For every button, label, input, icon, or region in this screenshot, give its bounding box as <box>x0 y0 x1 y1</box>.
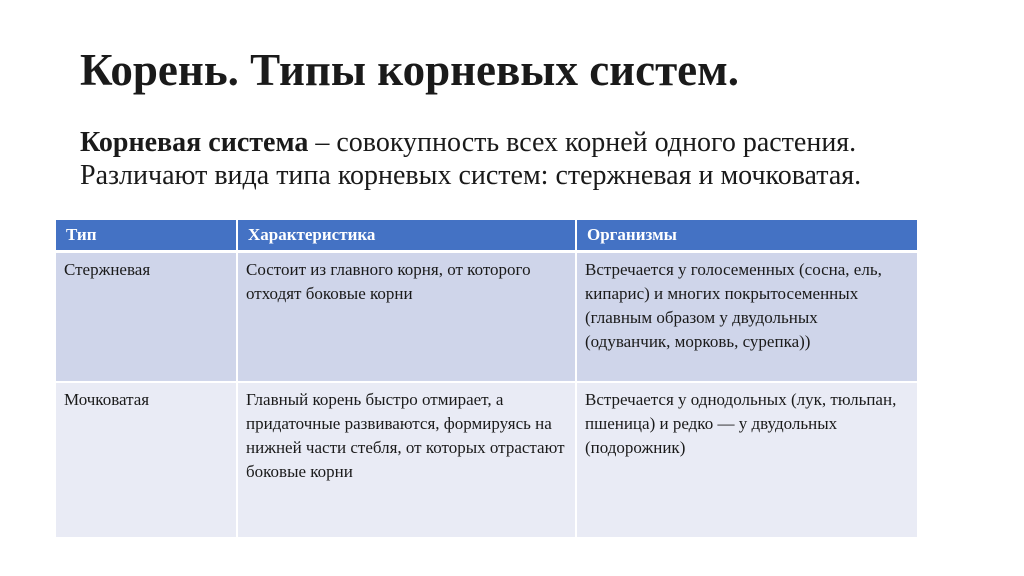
definition-text: – совокупность всех корней одного растения. <box>308 127 857 158</box>
root-types-line: Различают вида типа корневых систем: стержневая и мочковатая. <box>80 160 862 191</box>
cell-organisms: Встречается у голосеменных (сосна, ель, кипарис) и многих покрытосеменных (главным образом у двудольных (одуванчик, морковь, сурепка)) <box>576 252 917 383</box>
cell-organisms: Встречается у однодольных (лук, тюльпан, пшеница) и редко — у двудольных (подорожник) <box>576 382 917 538</box>
cell-type: Мочковатая <box>56 382 237 538</box>
cell-type: Стержневая <box>56 252 237 383</box>
cell-characteristic: Главный корень быстро отмирает, а придаточные развиваются, формируясь на нижней части стебля, от которых отрастают боковые корни <box>237 382 576 538</box>
definition-term: Корневая система <box>80 127 309 158</box>
table-row <box>56 382 917 538</box>
root-systems-table <box>56 220 917 539</box>
header-characteristic: Характеристика <box>237 220 576 252</box>
header-organisms: Организмы <box>576 220 917 252</box>
table-header-row <box>56 220 917 252</box>
table-row <box>56 252 917 383</box>
definition-line <box>80 126 960 159</box>
header-type: Тип <box>56 220 237 252</box>
cell-characteristic: Состоит из главного корня, от которого отходят боковые корни <box>237 252 576 383</box>
intro-text <box>80 126 960 192</box>
slide-title: Корень. Типы корневых систем. <box>80 45 740 95</box>
